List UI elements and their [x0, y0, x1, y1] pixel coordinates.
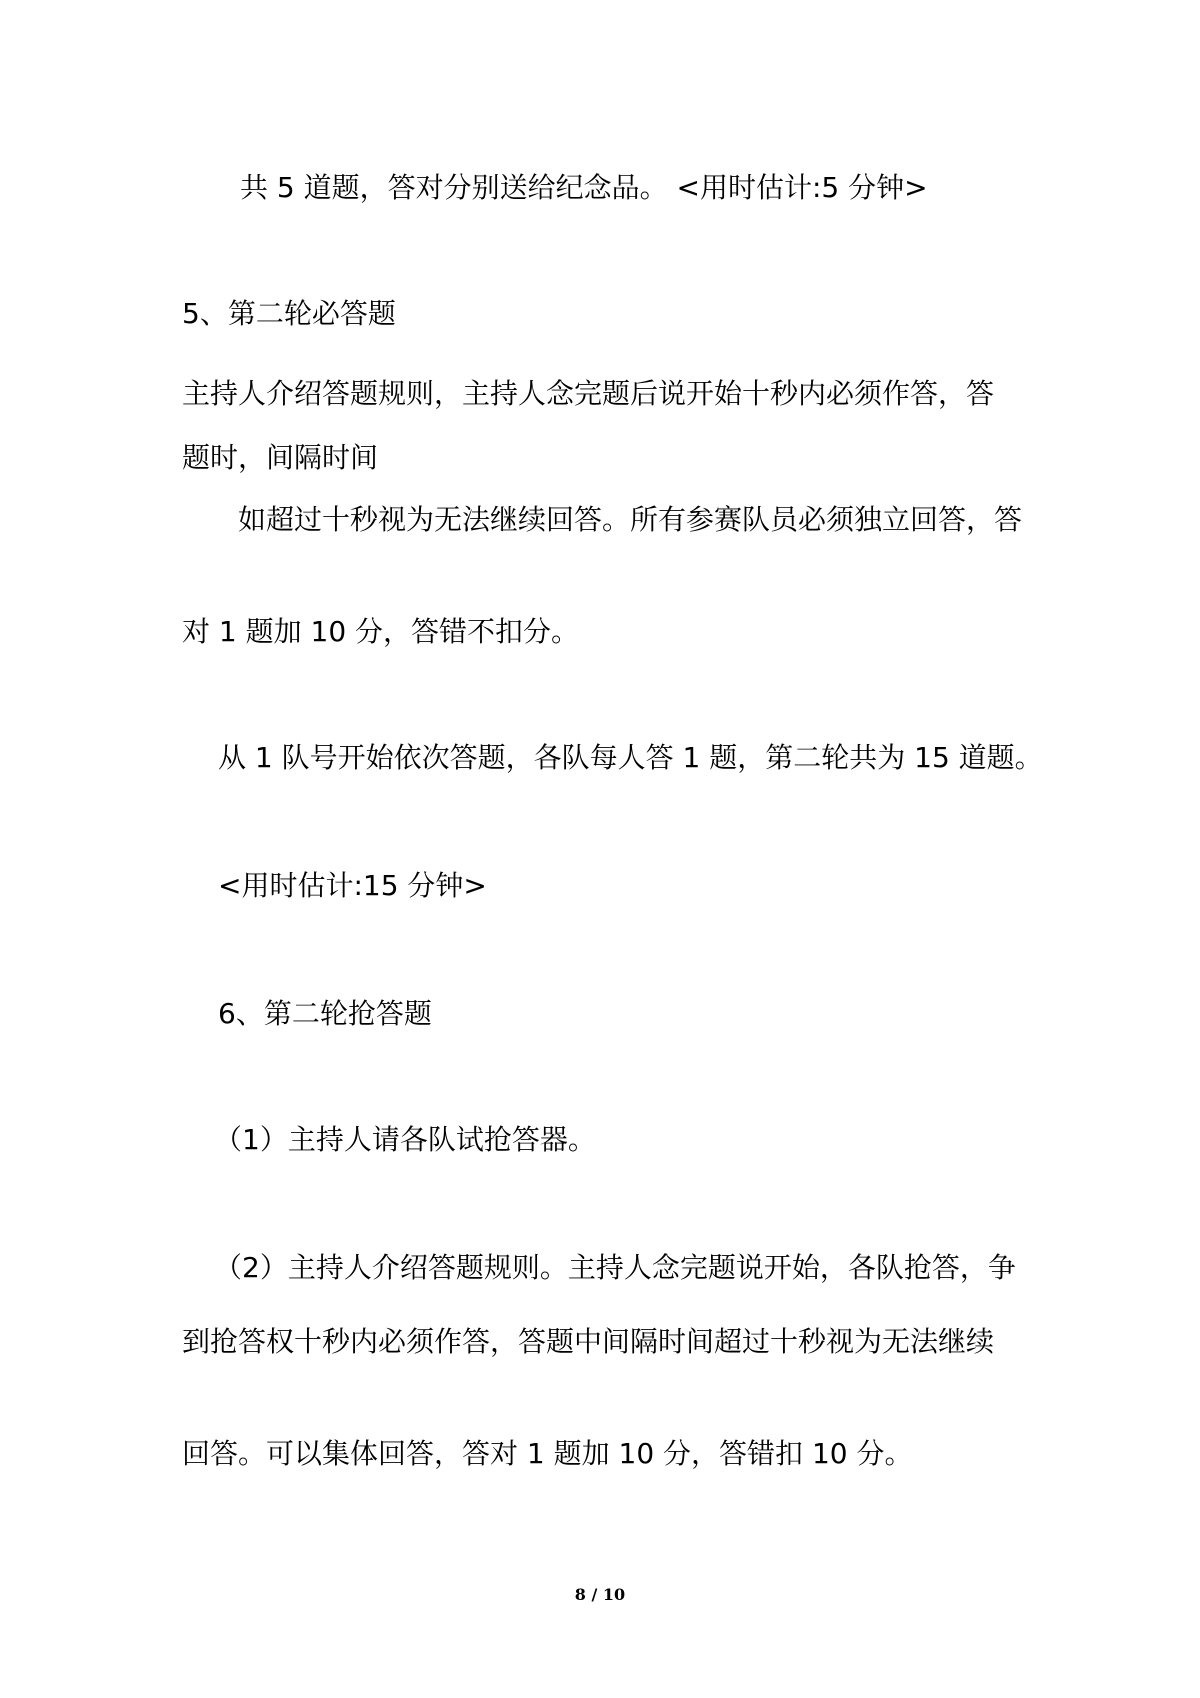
paragraph-line: 共 5 道题，答对分别送给纪念品。 <用时估计:5 分钟>: [240, 171, 928, 204]
page-number: 8 / 10: [574, 1585, 626, 1604]
paragraph-line: （2）主持人介绍答题规则。主持人念完题说开始，各队抢答，争: [214, 1251, 1016, 1284]
paragraph-line: 回答。可以集体回答，答对 1 题加 10 分，答错扣 10 分。: [182, 1437, 913, 1470]
paragraph-line: 从 1 队号开始依次答题，各队每人答 1 题，第二轮共为 15 道题。: [218, 741, 1043, 774]
paragraph-line: 主持人介绍答题规则，主持人念完题后说开始十秒内必须作答，答: [182, 377, 995, 410]
paragraph-line: 对 1 题加 10 分，答错不扣分。: [182, 615, 580, 648]
paragraph-line: 题时，间隔时间: [182, 441, 379, 474]
section-heading: 6、第二轮抢答题: [218, 997, 432, 1030]
paragraph-line: <用时估计:15 分钟>: [218, 869, 487, 902]
paragraph-line: 如超过十秒视为无法继续回答。所有参赛队员必须独立回答，答: [238, 503, 1023, 536]
paragraph-line: （1）主持人请各队试抢答器。: [214, 1123, 596, 1156]
section-heading: 5、第二轮必答题: [182, 297, 396, 330]
paragraph-line: 到抢答权十秒内必须作答，答题中间隔时间超过十秒视为无法继续: [182, 1325, 995, 1358]
